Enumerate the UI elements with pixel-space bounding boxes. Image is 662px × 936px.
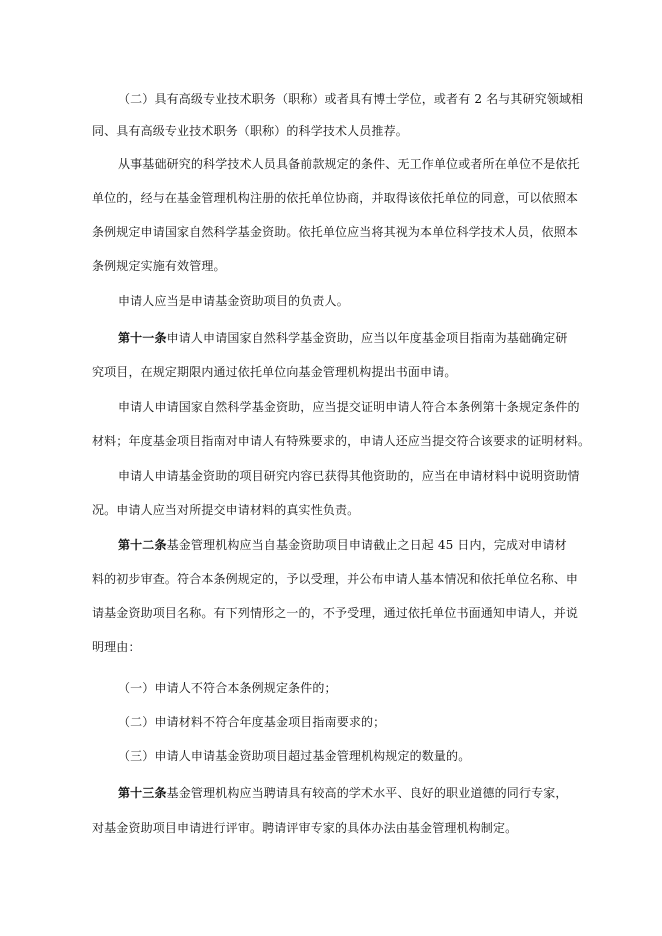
text-line: 材料；年度基金项目指南对申请人有特殊要求的，申请人还应当提交符合该要求的证明材料。: [92, 434, 591, 448]
text-line: （三）申请人申请基金资助项目超过基金管理机构规定的数量的。: [118, 749, 471, 763]
article-number: 第十三条: [118, 786, 167, 800]
text-line: （二）申请材料不符合年度基金项目指南要求的；: [118, 715, 386, 729]
text-line: 同、具有高级专业技术职务（职称）的科学技术人员推荐。: [92, 124, 408, 138]
text-line: 单位的，经与在基金管理机构注册的依托单位协商，并取得该依托单位的同意，可以依照本: [92, 191, 579, 205]
text-line: 对基金资助项目申请进行评审。聘请评审专家的具体办法由基金管理机构制定。: [92, 821, 518, 835]
text-line: 从事基础研究的科学技术人员具备前款规定的条件、无工作单位或者所在单位不是依托: [118, 157, 580, 171]
text-line: 条例规定实施有效管理。: [92, 259, 226, 273]
text-line: 究项目，在规定期限内通过依托单位向基金管理机构提出书面申请。: [92, 365, 457, 379]
text-line: 申请人申请国家自然科学基金资助，应当提交证明申请人符合本条例第十条规定条件的: [118, 400, 580, 414]
text-line: （二）具有高级专业技术职务（职称）或者具有博士学位，或者有 2 名与其研究领域相: [118, 92, 584, 106]
text-line: 基金管理机构应当自基金资助项目申请截止之日起 45 日内，完成对申请材: [166, 538, 567, 552]
text-line: 明理由：: [92, 640, 141, 654]
text-line: 条例规定申请国家自然科学基金资助。依托单位应当将其视为本单位科学技术人员，依照本: [92, 225, 579, 239]
text-line: （一）申请人不符合本条例规定条件的；: [118, 681, 337, 695]
article-line: [118, 785, 568, 801]
article-line: [118, 537, 567, 553]
text-line: 申请人应当是申请基金资助项目的负责人。: [118, 294, 349, 308]
text-line: 请基金资助项目名称。有下列情形之一的，不予受理，通过依托单位书面通知申请人，并说: [92, 606, 579, 620]
article-number: 第十一条: [118, 331, 167, 345]
text-line: 料的初步审查。符合本条例规定的，予以受理，并公布申请人基本情况和依托单位名称、申: [92, 572, 579, 586]
text-line: 基金管理机构应当聘请具有较高的学术水平、良好的职业道德的同行专家，: [166, 786, 568, 800]
article-number: 第十二条: [118, 538, 167, 552]
text-line: 申请人申请国家自然科学基金资助，应当以年度基金项目指南为基础确定研: [166, 331, 568, 345]
text-line: 况。申请人应当对所提交申请材料的真实性负责。: [92, 503, 360, 517]
text-line: 申请人申请基金资助的项目研究内容已获得其他资助的，应当在申请材料中说明资助情: [118, 469, 580, 483]
article-line: [118, 330, 568, 346]
